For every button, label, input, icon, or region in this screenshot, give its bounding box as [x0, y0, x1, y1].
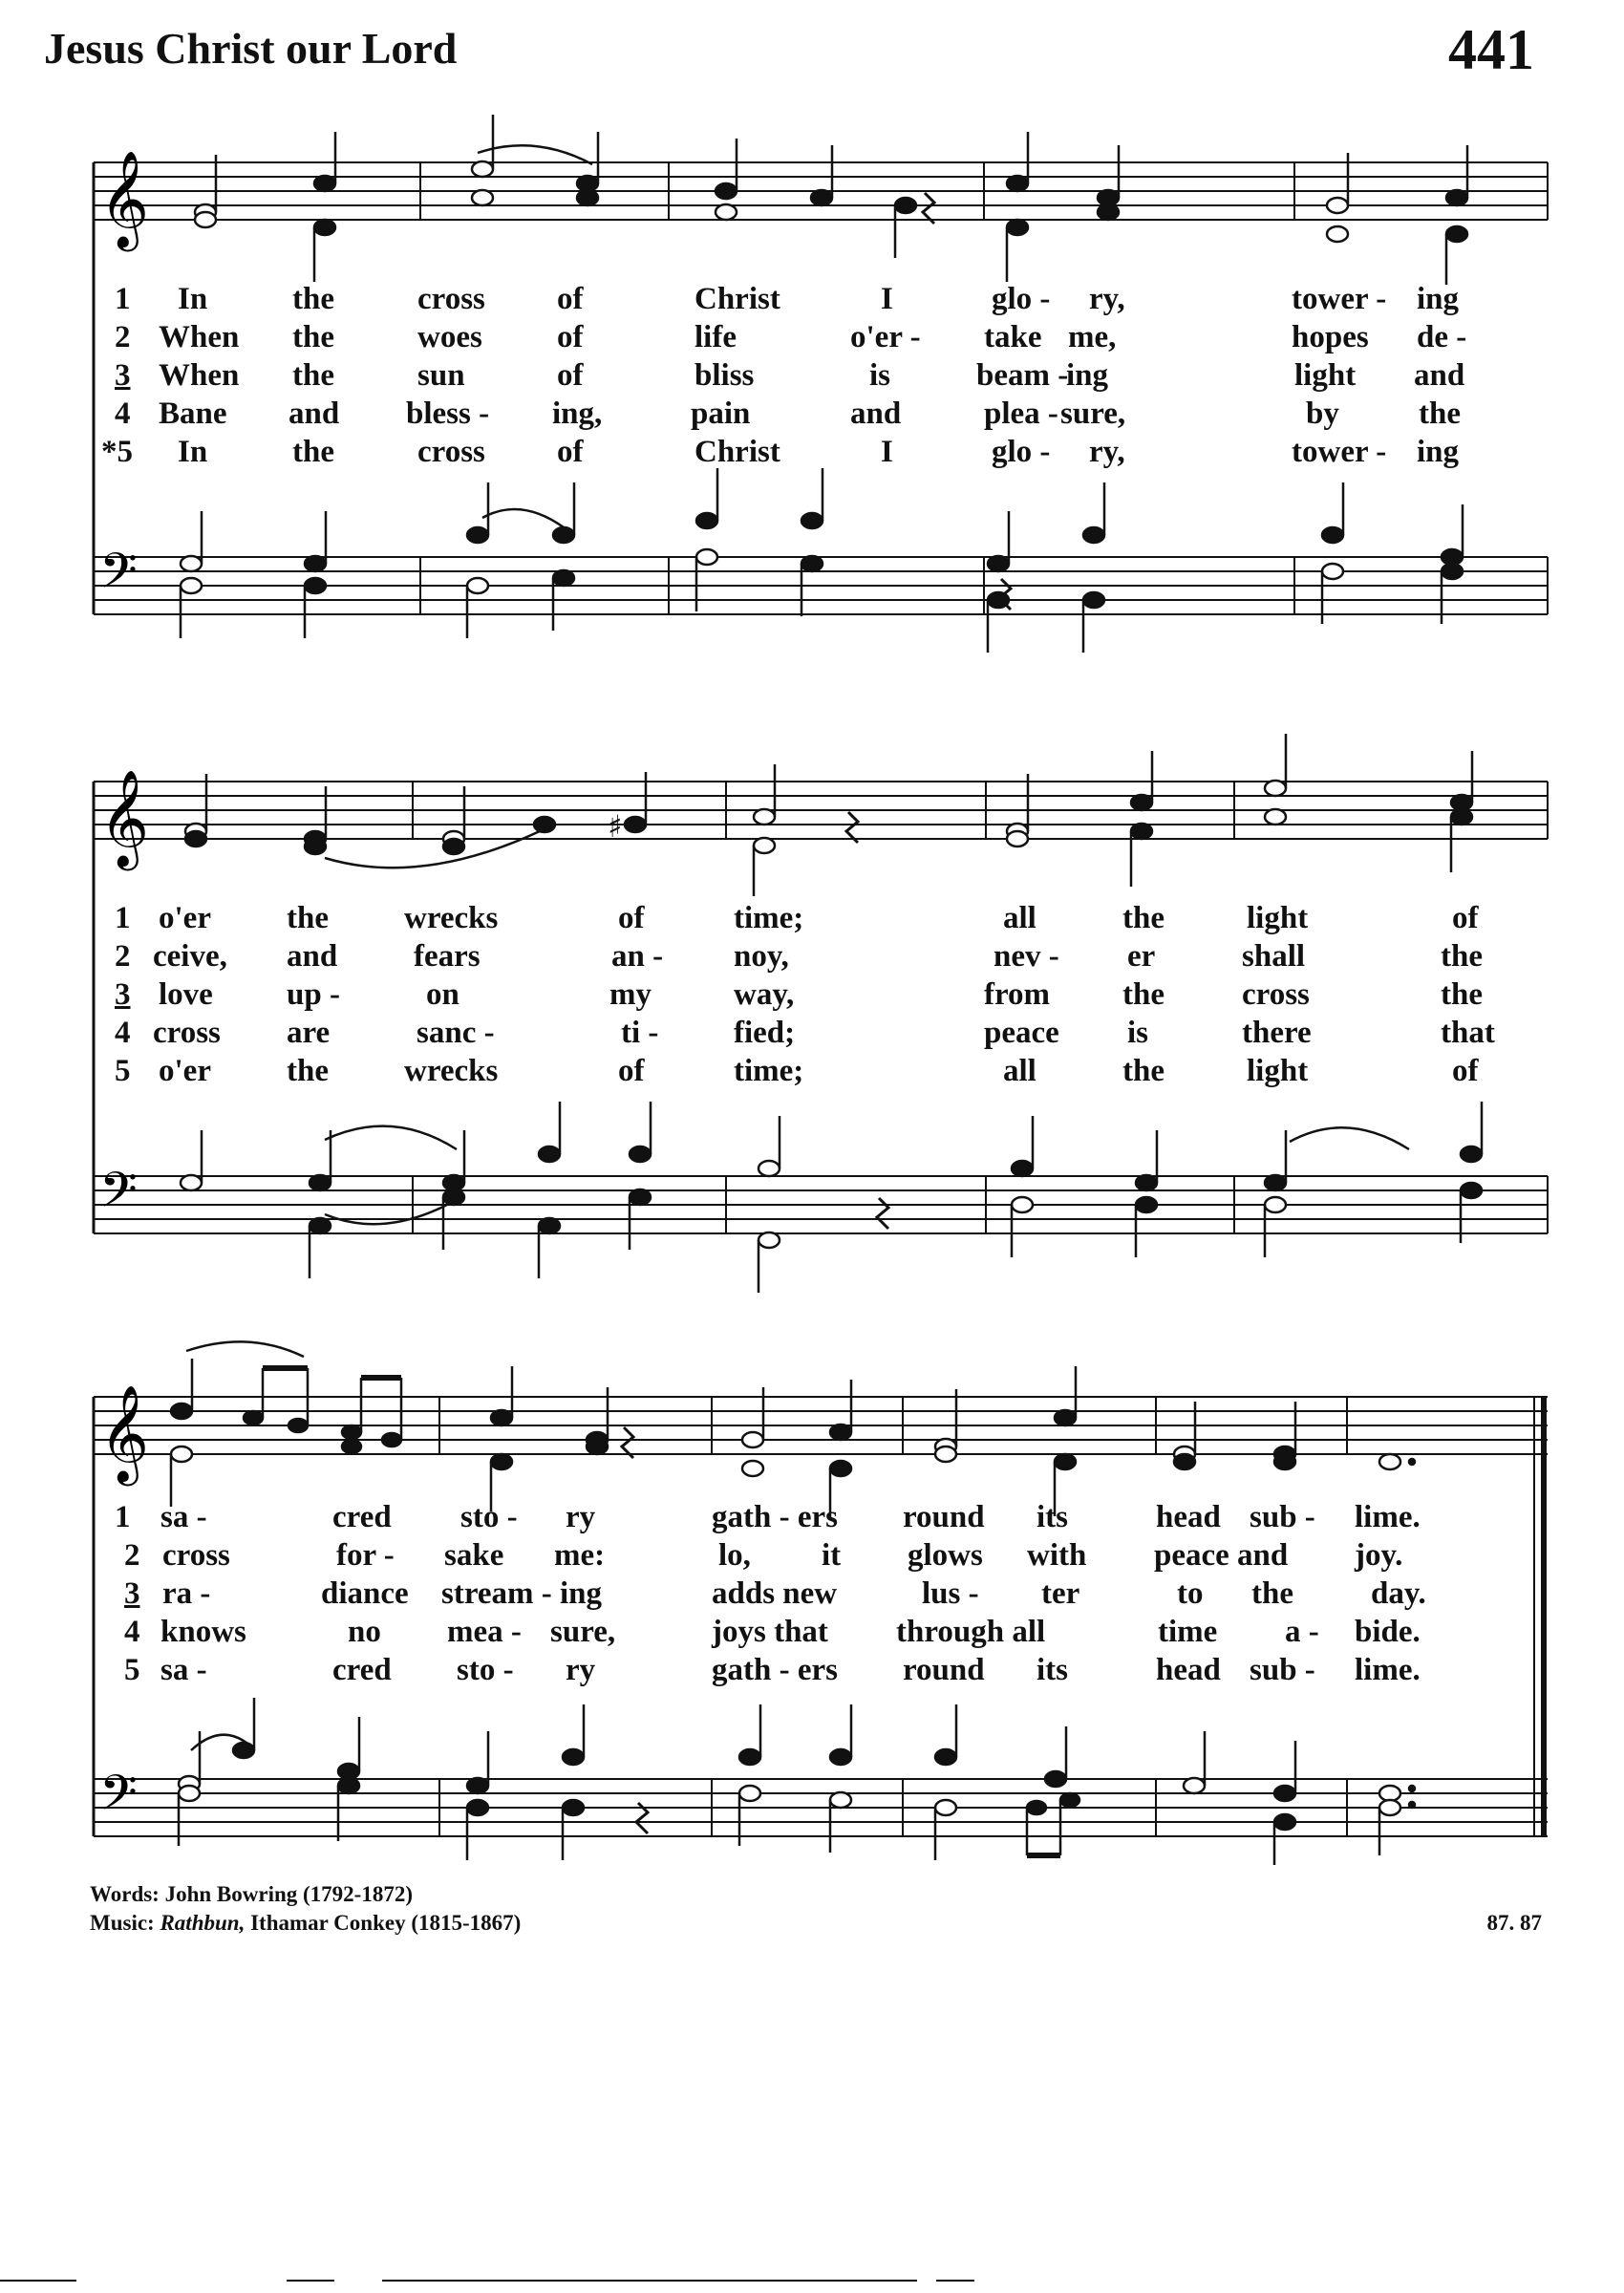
- lyric-syllable: sa -: [160, 1500, 207, 1534]
- lyric-syllable: of: [1452, 901, 1479, 935]
- lyric-syllable: sto -: [457, 1653, 514, 1687]
- verse-number: 1: [115, 1500, 131, 1534]
- lyric-line-verse-3: [0, 358, 1624, 396]
- lyric-syllable: that: [1441, 1016, 1495, 1050]
- lyric-syllable: life: [694, 320, 737, 354]
- treble-clef-icon: 𝄞: [99, 149, 150, 247]
- verse-number: 2: [115, 320, 131, 354]
- lyric-syllable: pain: [691, 396, 751, 431]
- lyric-syllable: ing: [1066, 358, 1109, 393]
- lyric-line-verse-2: [0, 320, 1624, 358]
- lyric-syllable: there: [1242, 1016, 1312, 1050]
- lyric-syllable: light: [1247, 1054, 1309, 1088]
- lyric-syllable: the: [1122, 901, 1165, 935]
- meter: 87. 87: [1486, 1911, 1542, 1935]
- lyric-line-verse-1: [0, 901, 1624, 939]
- lyric-syllable: er: [1127, 939, 1156, 974]
- lyric-syllable: the: [1441, 939, 1483, 974]
- lyric-syllable: are: [287, 1016, 331, 1050]
- lyric-syllable: tower -: [1292, 282, 1387, 316]
- verse-number: 5: [124, 1653, 140, 1687]
- lyric-line-verse-1: [0, 1500, 1624, 1538]
- music-label: Music:: [90, 1911, 155, 1935]
- lyric-syllable: lime.: [1355, 1500, 1421, 1534]
- lyric-syllable: the: [1122, 1054, 1165, 1088]
- lyric-syllable: ry: [566, 1653, 596, 1687]
- lyric-syllable: peace: [984, 1016, 1059, 1050]
- lyric-syllable: time;: [734, 1054, 804, 1088]
- lyric-syllable: bide.: [1355, 1615, 1421, 1649]
- lyric-syllable: knows: [160, 1615, 246, 1649]
- treble-clef-icon: 𝄞: [99, 768, 150, 867]
- lyric-syllable: of: [1452, 1054, 1479, 1088]
- lyric-syllable: diance: [321, 1576, 409, 1611]
- lyric-syllable: up -: [287, 977, 340, 1012]
- lyric-line-verse-5: [0, 1653, 1624, 1691]
- lyric-syllable: In: [178, 435, 208, 469]
- lyric-syllable: tower -: [1292, 435, 1387, 469]
- lyric-syllable: me,: [1068, 320, 1117, 354]
- verse-number: 4: [115, 1016, 131, 1050]
- verse-number: 4: [124, 1615, 140, 1649]
- page-header: [44, 17, 1534, 84]
- lyric-syllable: gath - ers: [712, 1653, 838, 1687]
- music-credit: [90, 1911, 1542, 1939]
- bass-clef-icon: 𝄢: [99, 542, 138, 611]
- lyric-syllable: the: [1251, 1576, 1293, 1611]
- lyric-syllable: sto -: [460, 1500, 518, 1534]
- lyric-syllable: day.: [1371, 1576, 1426, 1611]
- lyric-syllable: is: [869, 358, 891, 393]
- lyric-syllable: for -: [336, 1538, 395, 1573]
- lyric-syllable: When: [159, 358, 240, 393]
- lyric-syllable: an -: [611, 939, 664, 974]
- verse-number: 4: [115, 396, 131, 431]
- lyric-syllable: glows: [908, 1538, 983, 1573]
- lyric-syllable: cross: [153, 1016, 221, 1050]
- music-system-3: [0, 1330, 1624, 1865]
- lyric-syllable: of: [557, 282, 584, 316]
- lyric-syllable: time: [1158, 1615, 1218, 1649]
- lyric-syllable: sanc -: [417, 1016, 495, 1050]
- lyric-syllable: cred: [332, 1653, 392, 1687]
- lyric-syllable: of: [618, 901, 645, 935]
- hymn-number: 441: [1448, 18, 1534, 81]
- lyric-syllable: me:: [554, 1538, 606, 1573]
- lyric-syllable: glo -: [992, 435, 1051, 469]
- lyric-line-verse-5: [0, 1054, 1624, 1092]
- lyric-syllable: the: [1441, 977, 1483, 1012]
- lyric-syllable: time;: [734, 901, 804, 935]
- lyric-line-verse-5: [0, 435, 1624, 473]
- lyric-syllable: I: [881, 282, 893, 316]
- lyric-syllable: ing: [1417, 282, 1460, 316]
- verse-number: 3: [115, 358, 131, 393]
- lyric-syllable: head: [1156, 1500, 1221, 1534]
- lyric-line-verse-4: [0, 396, 1624, 435]
- lyric-line-verse-1: [0, 282, 1624, 320]
- lyric-syllable: from: [984, 977, 1051, 1012]
- lyric-syllable: take: [984, 320, 1042, 354]
- lyric-syllable: woes: [417, 320, 482, 354]
- lyric-syllable: bliss: [694, 358, 755, 393]
- lyric-syllable: joys that: [712, 1615, 828, 1649]
- treble-clef-icon: 𝄞: [99, 1383, 150, 1482]
- lyric-syllable: beam -: [976, 358, 1069, 393]
- lyric-syllable: cred: [332, 1500, 392, 1534]
- lyric-syllable: stream - ing: [441, 1576, 603, 1611]
- lyric-syllable: nev -: [994, 939, 1059, 974]
- lyric-syllable: joy.: [1355, 1538, 1403, 1573]
- verse-number: 1: [115, 282, 131, 316]
- lyric-syllable: mea -: [447, 1615, 522, 1649]
- lyric-syllable: ing,: [552, 396, 603, 431]
- lyric-syllable: the: [287, 1054, 329, 1088]
- lyric-syllable: ry: [566, 1500, 596, 1534]
- lyric-syllable: ing: [1417, 435, 1460, 469]
- verse-number: *5: [101, 435, 133, 469]
- lyric-syllable: way,: [734, 977, 795, 1012]
- lyric-syllable: through all: [896, 1615, 1046, 1649]
- lyric-syllable: love: [159, 977, 213, 1012]
- music-system-2: [0, 715, 1624, 1307]
- lyric-syllable: and: [288, 396, 340, 431]
- lyric-syllable: sure,: [1060, 396, 1126, 431]
- lyric-syllable: hopes: [1292, 320, 1369, 354]
- lyric-syllable: by: [1306, 396, 1339, 431]
- lyric-syllable: no: [348, 1615, 381, 1649]
- lyric-syllable: of: [557, 320, 584, 354]
- lyric-syllable: wrecks: [404, 901, 499, 935]
- lyric-syllable: ti -: [621, 1016, 659, 1050]
- lyric-syllable: the: [1122, 977, 1165, 1012]
- lyric-syllable: ry,: [1089, 435, 1125, 469]
- lyric-syllable: fied;: [734, 1016, 796, 1050]
- lyric-syllable: I: [881, 435, 893, 469]
- footer-rule: [936, 2280, 974, 2282]
- lyric-syllable: round: [903, 1500, 985, 1534]
- lyric-syllable: lime.: [1355, 1653, 1421, 1687]
- footer-rule: [382, 2280, 917, 2282]
- lyric-syllable: Bane: [159, 396, 227, 431]
- lyric-syllable: the: [287, 901, 329, 935]
- words-credit: Words: John Bowring (1792-1872): [90, 1882, 413, 1906]
- verse-number: 1: [115, 901, 131, 935]
- lyric-syllable: the: [292, 358, 334, 393]
- lyric-syllable: the: [292, 320, 334, 354]
- lyric-syllable: and: [287, 939, 338, 974]
- lyric-syllable: sun: [417, 358, 465, 393]
- lyric-syllable: cross: [162, 1538, 230, 1573]
- lyric-syllable: de -: [1417, 320, 1467, 354]
- lyric-syllable: sub -: [1250, 1653, 1315, 1687]
- lyric-syllable: Christ: [694, 435, 780, 469]
- lyric-syllable: is: [1127, 1016, 1149, 1050]
- lyric-syllable: Christ: [694, 282, 780, 316]
- lyric-syllable: gath - ers: [712, 1500, 838, 1534]
- lyric-line-verse-3: [0, 977, 1624, 1016]
- lyric-syllable: shall: [1242, 939, 1306, 974]
- lyric-syllable: all: [1003, 901, 1036, 935]
- composer: Ithamar Conkey (1815-1867): [250, 1911, 522, 1935]
- bass-clef-icon: 𝄢: [99, 1764, 138, 1833]
- lyric-syllable: to: [1177, 1576, 1204, 1611]
- lyric-syllable: sake: [444, 1538, 504, 1573]
- lyric-syllable: plea -: [984, 396, 1058, 431]
- lyric-syllable: glo -: [992, 282, 1051, 316]
- verse-number: 2: [115, 939, 131, 974]
- music-system-1: [0, 96, 1624, 688]
- lyric-syllable: ceive,: [153, 939, 227, 974]
- lyric-syllable: of: [557, 358, 584, 393]
- lyric-syllable: adds new: [712, 1576, 838, 1611]
- lyric-syllable: In: [178, 282, 208, 316]
- lyric-line-verse-2: [0, 1538, 1624, 1576]
- lyric-syllable: lus -: [922, 1576, 979, 1611]
- lyric-syllable: light: [1294, 358, 1357, 393]
- lyric-line-verse-4: [0, 1016, 1624, 1054]
- lyric-syllable: peace and: [1154, 1538, 1289, 1573]
- lyric-syllable: ra -: [162, 1576, 211, 1611]
- footer-rule: [287, 2280, 334, 2282]
- tune-name: Rathbun,: [160, 1911, 246, 1935]
- footer-rule: [0, 2280, 76, 2282]
- lyric-syllable: cross: [417, 282, 485, 316]
- lyric-syllable: sub -: [1250, 1500, 1315, 1534]
- verse-number: 2: [124, 1538, 140, 1573]
- lyric-syllable: cross: [417, 435, 485, 469]
- lyric-syllable: its: [1036, 1653, 1068, 1687]
- lyric-syllable: and: [850, 396, 902, 431]
- lyric-syllable: ry,: [1089, 282, 1125, 316]
- lyric-syllable: of: [618, 1054, 645, 1088]
- lyric-syllable: wrecks: [404, 1054, 499, 1088]
- lyric-syllable: cross: [1242, 977, 1310, 1012]
- lyric-line-verse-4: [0, 1615, 1624, 1653]
- lyric-syllable: a -: [1285, 1615, 1319, 1649]
- verse-number: 3: [115, 977, 131, 1012]
- lyric-syllable: lo,: [718, 1538, 751, 1573]
- credits: [90, 1882, 1542, 1939]
- sharp-icon: ♯: [608, 808, 623, 845]
- lyric-syllable: sa -: [160, 1653, 207, 1687]
- section-title: Jesus Christ our Lord: [44, 24, 458, 73]
- lyric-syllable: on: [426, 977, 459, 1012]
- lyric-syllable: the: [292, 435, 334, 469]
- lyric-line-verse-3: [0, 1576, 1624, 1615]
- lyric-syllable: all: [1003, 1054, 1036, 1088]
- lyric-syllable: bless -: [406, 396, 490, 431]
- lyric-syllable: my: [609, 977, 652, 1012]
- lyric-syllable: the: [1419, 396, 1461, 431]
- lyric-line-verse-2: [0, 939, 1624, 977]
- lyric-syllable: noy,: [734, 939, 789, 974]
- lyric-syllable: light: [1247, 901, 1309, 935]
- quarter-rest-icon: [877, 1198, 888, 1229]
- verse-number: 5: [115, 1054, 131, 1088]
- lyric-syllable: o'er: [159, 1054, 211, 1088]
- verse-number: 3: [124, 1576, 140, 1611]
- lyric-syllable: its: [1036, 1500, 1068, 1534]
- lyric-syllable: and: [1414, 358, 1465, 393]
- lyric-syllable: fears: [414, 939, 481, 974]
- lyric-syllable: it: [822, 1538, 842, 1573]
- bass-clef-icon: 𝄢: [99, 1161, 138, 1231]
- lyric-syllable: with: [1027, 1538, 1087, 1573]
- lyric-syllable: o'er -: [850, 320, 921, 354]
- lyric-syllable: of: [557, 435, 584, 469]
- lyric-syllable: o'er: [159, 901, 211, 935]
- lyric-syllable: round: [903, 1653, 985, 1687]
- lyric-syllable: ter: [1041, 1576, 1080, 1611]
- lyric-syllable: When: [159, 320, 240, 354]
- lyric-syllable: head: [1156, 1653, 1221, 1687]
- lyric-syllable: the: [292, 282, 334, 316]
- lyric-syllable: sure,: [550, 1615, 616, 1649]
